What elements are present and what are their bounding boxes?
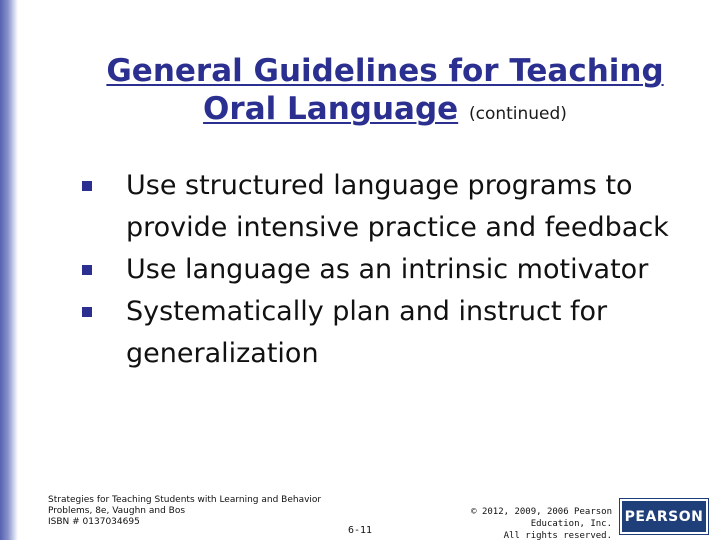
- bullet-text: Use structured language programs to: [126, 170, 633, 201]
- pearson-logo: PEARSON: [620, 499, 708, 534]
- bullet-text: Use language as an intrinsic motivator: [126, 254, 649, 285]
- title-suffix: (continued): [468, 104, 567, 124]
- list-item: [82, 291, 702, 375]
- source-line-1: Strategies for Teaching Students with Learning and Behavior: [48, 495, 322, 505]
- bullet-text: Systematically plan and instruct for: [126, 296, 608, 327]
- title-line-2: Oral Language: [203, 91, 459, 127]
- list-item: [82, 249, 702, 291]
- title-line-1: General Guidelines for Teaching: [106, 53, 664, 89]
- footer-source: [48, 495, 348, 528]
- copyright-line-2: Education, Inc.: [530, 519, 612, 529]
- slide-number: 6-11: [348, 525, 373, 536]
- square-bullet-icon: [82, 265, 92, 275]
- copyright-line-1: © 2012, 2009, 2006 Pearson: [471, 507, 612, 517]
- bullet-list: [82, 165, 702, 375]
- source-line-2: Problems, 8e, Vaughn and Bos: [48, 506, 186, 516]
- slide-title: [40, 52, 720, 133]
- square-bullet-icon: [82, 181, 92, 191]
- copyright-line-3: All rights reserved.: [503, 531, 612, 541]
- left-gradient-band: [0, 0, 18, 540]
- source-line-3: ISBN # 0137034695: [48, 517, 140, 527]
- list-item: [82, 165, 702, 249]
- bullet-text: provide intensive practice and feedback: [126, 212, 669, 243]
- square-bullet-icon: [82, 307, 92, 317]
- bullet-text: generalization: [126, 338, 319, 369]
- footer-copyright: [440, 506, 612, 542]
